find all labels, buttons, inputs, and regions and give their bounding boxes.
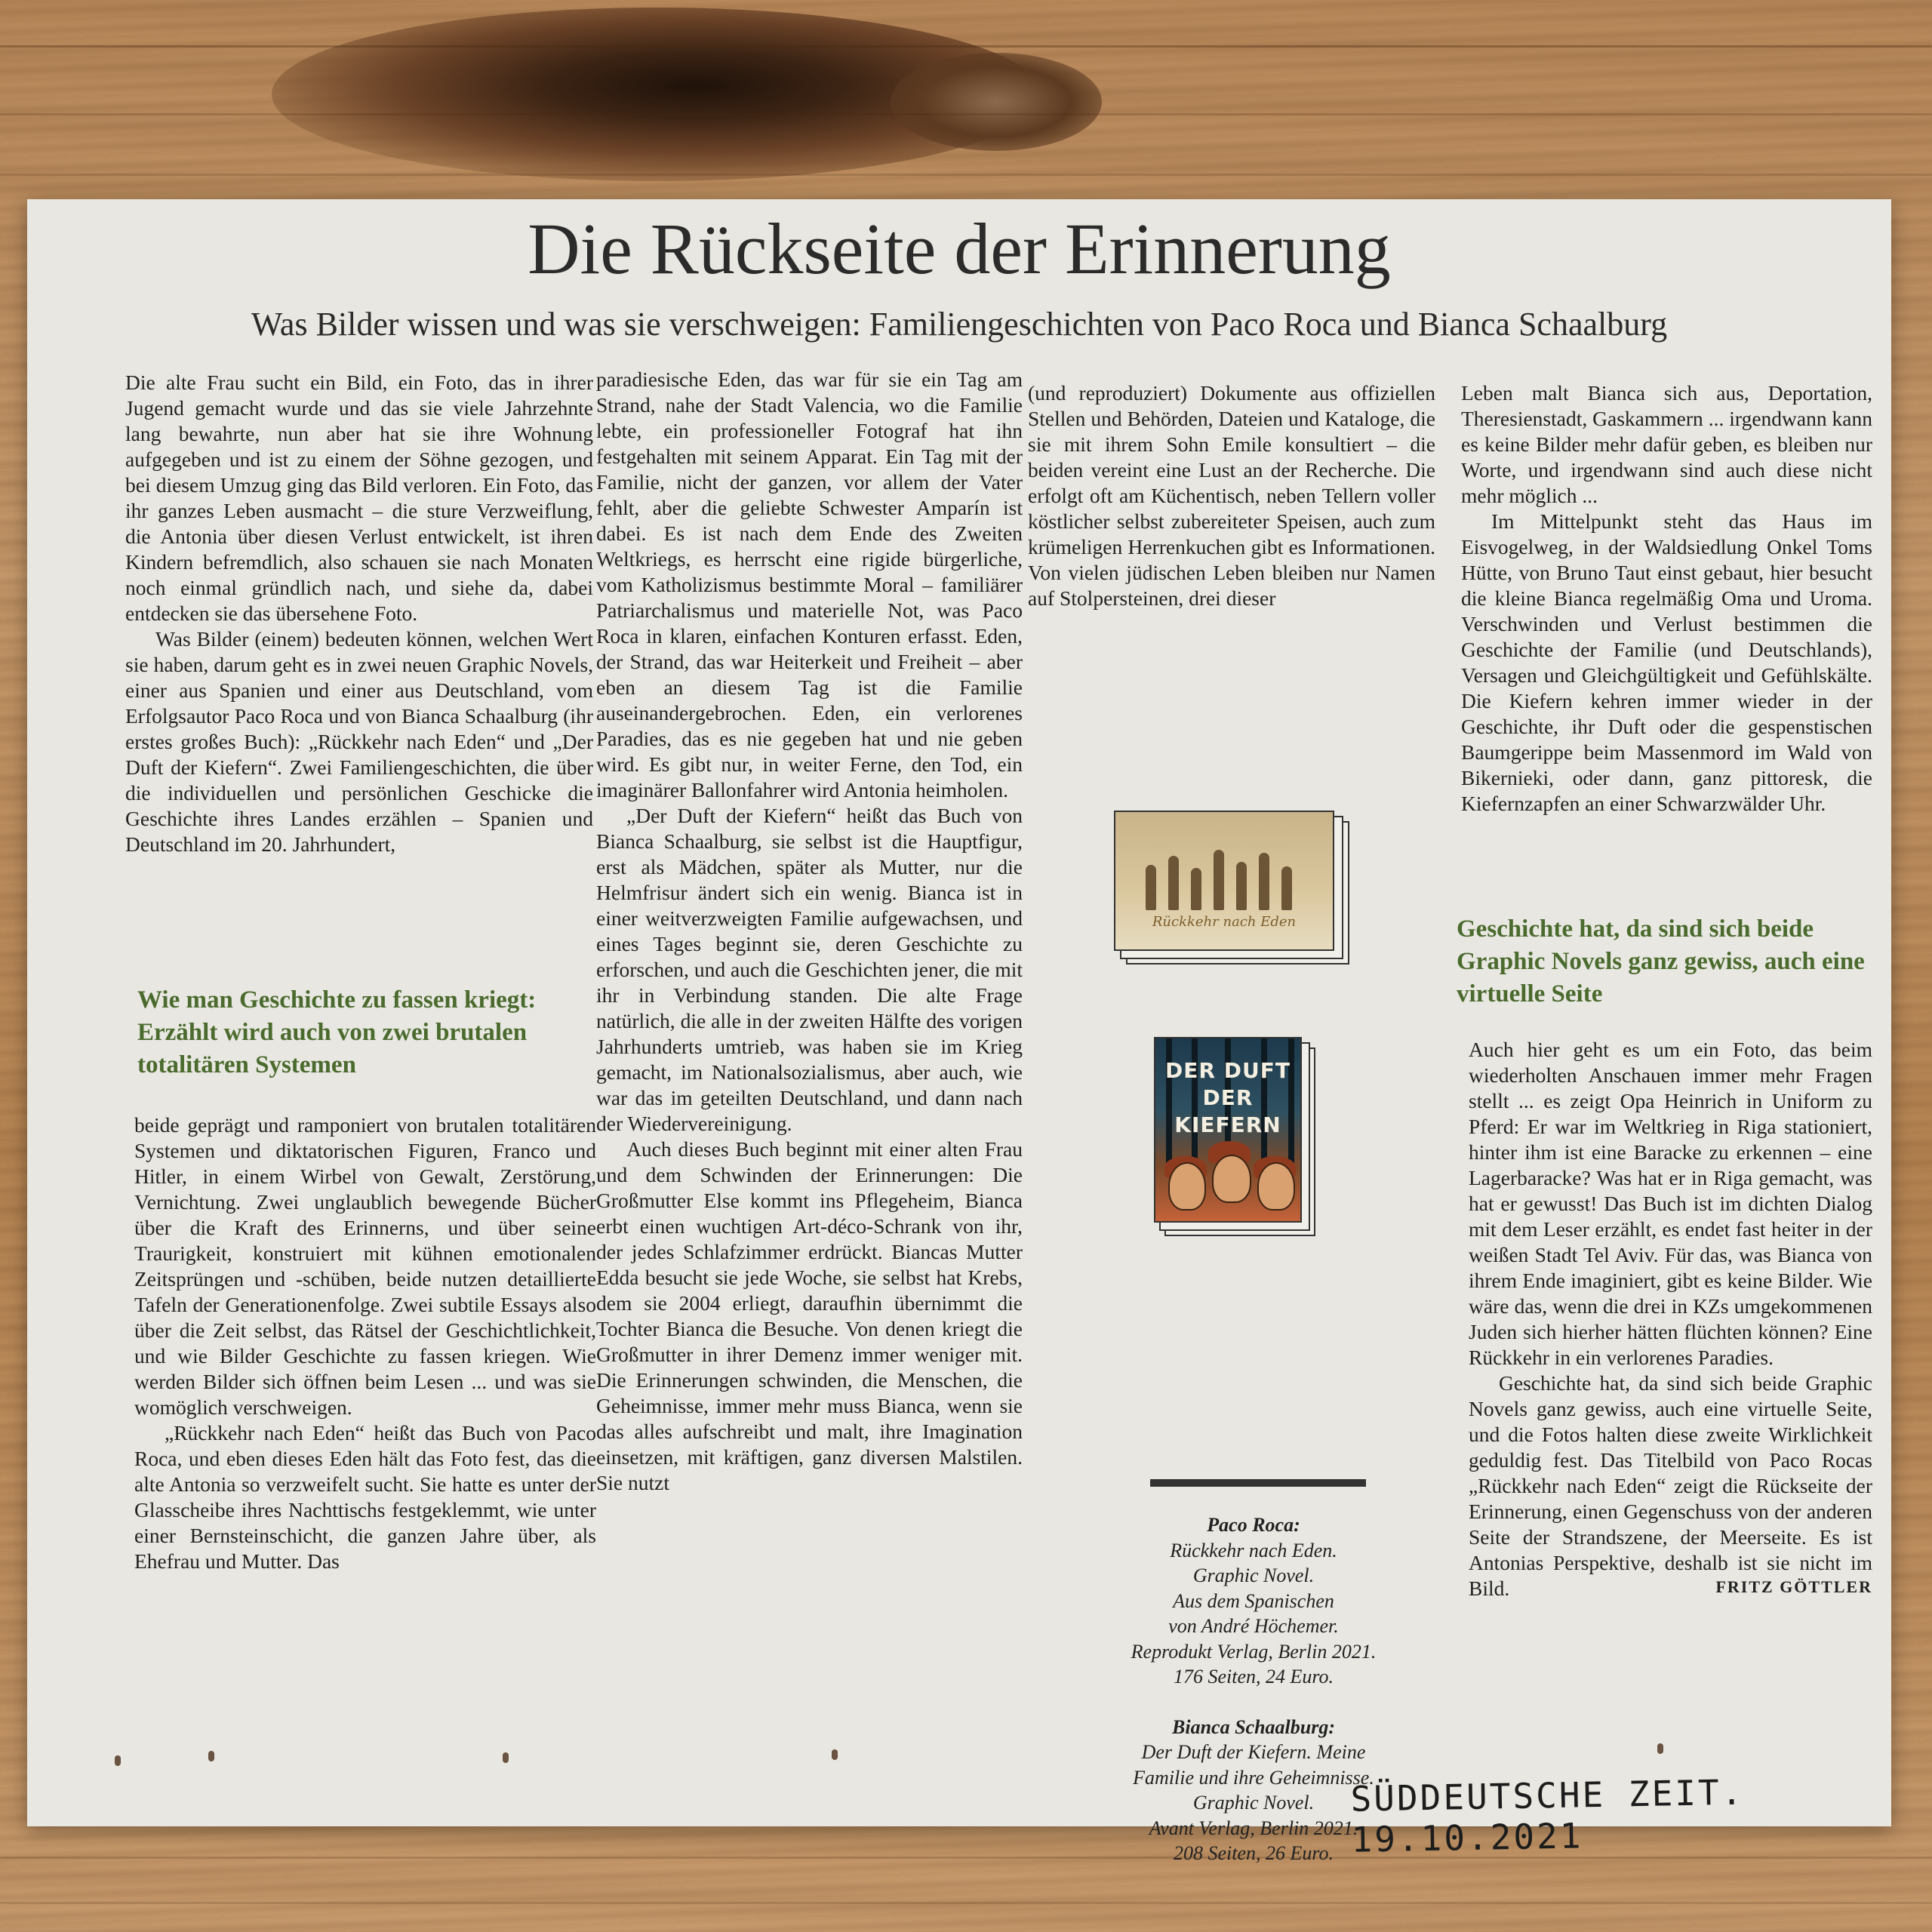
paragraph: beide geprägt und ramponiert von brutalen totalitären Systemen und diktatorischen Figuren, Franco und Hitler, in einem Wirbel von Gewalt, Zerstörung, Vernichtung. Zwei unglaublich bewegende Bücher über die Kraft des Erinnerns, und über seine Traurigkeit, konstruiert mit kühnen emotionalen Zeitsprüngen und -schüben, beide nutzen detaillierte Tafeln der Generationenfolge. Zwei subtile Essays also über die Zeit selbst, das Rätsel der Geschichtlichkeit, und wie Bilder Geschichte zu fassen kriegen. Wie werden Bilder sich öffnen beim Lesen ... und was sie womöglich verschweigen.: [134, 1113, 596, 1419]
paragraph: „Der Duft der Kiefern“ heißt das Buch von Bianca Schaalburg, sie selbst ist die Hauptfigur, erst als Mädchen, später als Mutter, nur die Helmfrisur ändert sich ein wenig. Bianca ist in einer weitverzweigten Familie aufgewachsen, und eines Tages beginnt sie, deren Geschichte zu erforschen, und auch die Geschichten jener, die mit ihr in Verbindung standen. Die alte Frage natürlich, die alle in der zweiten Hälfte des vorigen Jahrhunderts umtrieb, was haben sie im Krieg gemacht, im Nationalsozialismus, aber auch, wie war das im geteilten Deutschland, und dann nach der Wiedervereinigung.: [596, 804, 1023, 1135]
credit-line: Aus dem Spanischen: [1173, 1589, 1334, 1612]
staple-hole: [1657, 1743, 1663, 1754]
column-4-top: [1461, 380, 1872, 817]
credit-line: Rückkehr nach Eden.: [1170, 1539, 1337, 1561]
column-1-top: [125, 370, 593, 857]
wood-grain-line: [0, 174, 1932, 176]
staple-hole: [208, 1751, 214, 1761]
wood-grain-line: [0, 113, 1932, 115]
paragraph: „Rückkehr nach Eden“ heißt das Buch von Paco Roca, und eben dieses Eden hält das Foto fest, das die alte Antonia so verzweifelt sucht. Sie hatte es unter der Glasscheibe ihres Nachttischs festgeklemmt, wie unter einer Bernsteinschicht, die ganzen Jahre über, als Ehefrau und Mutter. Das: [134, 1421, 596, 1573]
credit-line: Der Duft der Kiefern. Meine: [1141, 1741, 1366, 1763]
credit-line: von André Höchemer.: [1168, 1615, 1339, 1637]
staple-hole: [503, 1752, 509, 1763]
book-cover-title-line: KIEFERN: [1174, 1112, 1281, 1137]
book-cover-title: Rückkehr nach Eden: [1152, 914, 1297, 930]
column-2: [596, 367, 1023, 1496]
divider-rule: [1150, 1479, 1366, 1487]
paragraph: Die alte Frau sucht ein Bild, ein Foto, das in ihrer Jugend gemacht wurde und das sie viele Jahrzehnte lang bewahrte, nun aber hat sie ihre Wohnung aufgegeben und ist zu einem der Söhne gezogen, und bei diesem Umzug ging das Bild verloren. Ein Foto, das ihr ganzes Leben ausmacht – die sture Verzweiflung, die Antonia über diesen Verlust entwickelt, ist ihren Kindern befremdlich, also schauen sie nach Monaten noch einmal gründlich nach, und siehe da, dabei entdecken sie das übersehene Foto.: [125, 371, 593, 625]
paragraph: paradiesische Eden, das war für sie ein Tag am Strand, nahe der Stadt Valencia, wo die Familie lebte, ein professioneller Fotograf hat ihn festgehalten mit seinem Apparat. Ein Tag mit der Familie, nicht der ganzen, vor allem der Vater fehlt, aber die geliebte Schwester Amparín ist dabei. Es ist nach dem Ende des Zweiten Weltkriegs, es herrscht eine rigide bürgerliche, vom Katholizismus bestimmte Moral – familiärer Patriarchalismus und materielle Not, was Paco Roca in klaren, einfachen Konturen erfasst. Eden, der Strand, das war Heiterkeit und Freiheit – aber eben an diesem Tag ist die Familie auseinandergebrochen. Eden, ein verlorenes Paradies, das es nie gegeben hat und nie geben wird. Es gibt nur, in weiter Ferne, den Tod, ein imaginärer Ballonfahrer wird Antonia heimholen.: [596, 368, 1023, 801]
subhead-1: Wie man Geschichte zu fassen kriegt: Erzählt wird auch von zwei brutalen totalitären Systemen: [137, 986, 537, 1078]
book-cover-title-line: DER: [1202, 1085, 1254, 1110]
subhead-2: Geschichte hat, da sind sich beide Graphic Novels ganz gewiss, auch eine virtuelle Seite: [1457, 915, 1865, 1008]
paragraph: Auch hier geht es um ein Foto, das beim wiederholten Anschauen immer mehr Fragen stellt ... es zeigt Opa Heinrich in Uniform zu Pferd: Er war im Weltkrieg in Riga stationiert, hinter ihm ist eine Baracke zu erkennen – eine Lagerbaracke? Was hat er in Riga gemacht, was hat er gewusst! Das Buch ist im dichten Dialog mit dem Leser erzählt, es endet fast heiter in der weißen Stadt Tel Aviv. Für das, was Bianca von ihrem Ende imaginiert, gibt es keine Bilder. Wie wäre das, wenn die drei in KZs umgekommenen Juden sich hierher hätten flüchten können? Eine Rückkehr in ein verlorenes Paradies.: [1469, 1038, 1872, 1369]
column-1-bottom: [134, 1112, 596, 1574]
author-byline: FRITZ GÖTTLER: [1715, 1577, 1872, 1596]
paragraph: Was Bilder (einem) bedeuten können, welchen Wert sie haben, darum geht es in zwei neuen Graphic Novels, einer aus Spanien und einer aus Deutschland, vom Erfolgsautor Paco Roca und von Bianca Schaalburg (ihr erstes großes Buch): „Rückkehr nach Eden“ und „Der Duft der Kiefern“. Zwei Familiengeschichten, die über die individuellen und persönlichen Geschicke die Geschichte ihres Landes erzählen – Spanien und Deutschland im 20. Jahrhundert,: [125, 627, 593, 856]
book-cover-der-duft-der-kiefern: [1154, 1037, 1312, 1233]
credit-line: Familie und ihre Geheimnisse.: [1133, 1766, 1374, 1789]
wood-knot-highlight: [891, 53, 1102, 151]
paragraph: (und reproduziert) Dokumente aus offiziellen Stellen und Behörden, Dateien und Kataloge, die sie mit ihrem Sohn Emile konsultiert – die beiden vereint eine Lust an der Recherche. Die erfolgt oft am Küchentisch, neben Tellern voller köstlicher selbst zubereiteter Speisen, auch zum krümeligen Herrenkuchen gibt es Informationen. Von vielen jüdischen Leben bleiben nur Namen auf Stolpersteinen, drei dieser: [1028, 381, 1435, 610]
credit-line: Reprodukt Verlag, Berlin 2021.: [1131, 1640, 1377, 1663]
column-3: [1028, 380, 1435, 611]
wood-grain-line: [0, 1902, 1932, 1904]
book-cover-rueckkehr-nach-eden: [1114, 811, 1346, 961]
book2-author: Bianca Schaalburg:: [1172, 1715, 1335, 1738]
credit-line: 176 Seiten, 24 Euro.: [1173, 1666, 1334, 1687]
paragraph: Auch dieses Buch beginnt mit einer alten Frau und dem Schwinden der Erinnerungen: Die Großmutter Else kommt ins Pflegeheim, Bianca erbt einen wuchtigen Art-déco-Schrank von ihr, der jedes Schlafzimmer erdrückt. Biancas Mutter Edda besucht sie jede Woche, sie selbst hat Krebs, dem sie 2004 erliegt, daraufhin übernimmt die Tochter Bianca die Besuche. Von denen kriegt die Großmutter in ihrer Demenz immer weniger mit. Die Erinnerungen schwinden, die Menschen, die Geheimnisse, immer mehr muss Bianca, wenn sie das alles aufschreibt und malt, ihre Imagination einsetzen, mit kräftigen, ganz diversen Malstilen. Sie nutzt: [596, 1137, 1023, 1494]
newspaper-clipping: [27, 199, 1891, 1864]
credit-line: Graphic Novel.: [1192, 1792, 1315, 1814]
credit-line: Graphic Novel.: [1192, 1564, 1315, 1586]
staple-hole: [115, 1755, 121, 1766]
paragraph: Leben malt Bianca sich aus, Deportation, Theresienstadt, Gaskammern ... irgendwann kann es keine Bilder mehr dafür geben, es bleiben nur Worte, und irgendwann sind auch diese nicht mehr möglich ...: [1461, 381, 1872, 507]
book1-author: Paco Roca:: [1207, 1514, 1300, 1536]
credit-line: Avant Verlag, Berlin 2021.: [1149, 1817, 1358, 1839]
subheadline: Was Bilder wissen und was sie verschweigen: Familiengeschichten von Paco Roca und Bianca Schaalburg: [251, 306, 1668, 343]
headline: Die Rückseite der Erinnerung: [528, 208, 1391, 289]
paragraph: Im Mittelpunkt steht das Haus im Eisvogelweg, in der Waldsiedlung Onkel Toms Hütte, von Bruno Taut einst gebaut, hier besucht die kleine Bianca regelmäßig Oma und Uroma. Verschwinden und Verlust bestimmen die Geschichte der Familie (und Deutschlands), Versagen und Gleichgültigkeit und Gefühlskälte. Die Kiefern kehren immer wieder in der Geschichte, ihr Duft oder die gespenstischen Baumgerippe beim Massenmord im Wald von Bikernieki, oder dann, ganz pittoresk, die Kiefernzapfen an einer Schwarzwälder Uhr.: [1461, 509, 1872, 815]
paragraph: Geschichte hat, da sind sich beide Graphic Novels ganz gewiss, auch eine virtuelle Seite, und die Fotos halten diese zweite Wirklichkeit geduldig fest. Das Titelbild von Paco Rocas „Rückkehr nach Eden“ zeigt die Rückseite der Erinnerung, einen Gegenschuss von der anderen Seite der Strandszene, der Meerseite. Es ist Antonias Perspektive, deshalb ist sie nicht im Bild.: [1469, 1371, 1872, 1600]
column-4-bottom: [1469, 1037, 1872, 1600]
handwritten-source-note: SÜDDEUTSCHE ZEIT. 19.10.2021: [1350, 1771, 1745, 1860]
credit-line: 208 Seiten, 26 Euro.: [1173, 1842, 1334, 1864]
book-cover-title-line: DER DUFT: [1165, 1058, 1291, 1083]
staple-hole: [832, 1749, 838, 1760]
wood-grain-line: [0, 1857, 1932, 1859]
wood-grain-line: [0, 45, 1932, 48]
